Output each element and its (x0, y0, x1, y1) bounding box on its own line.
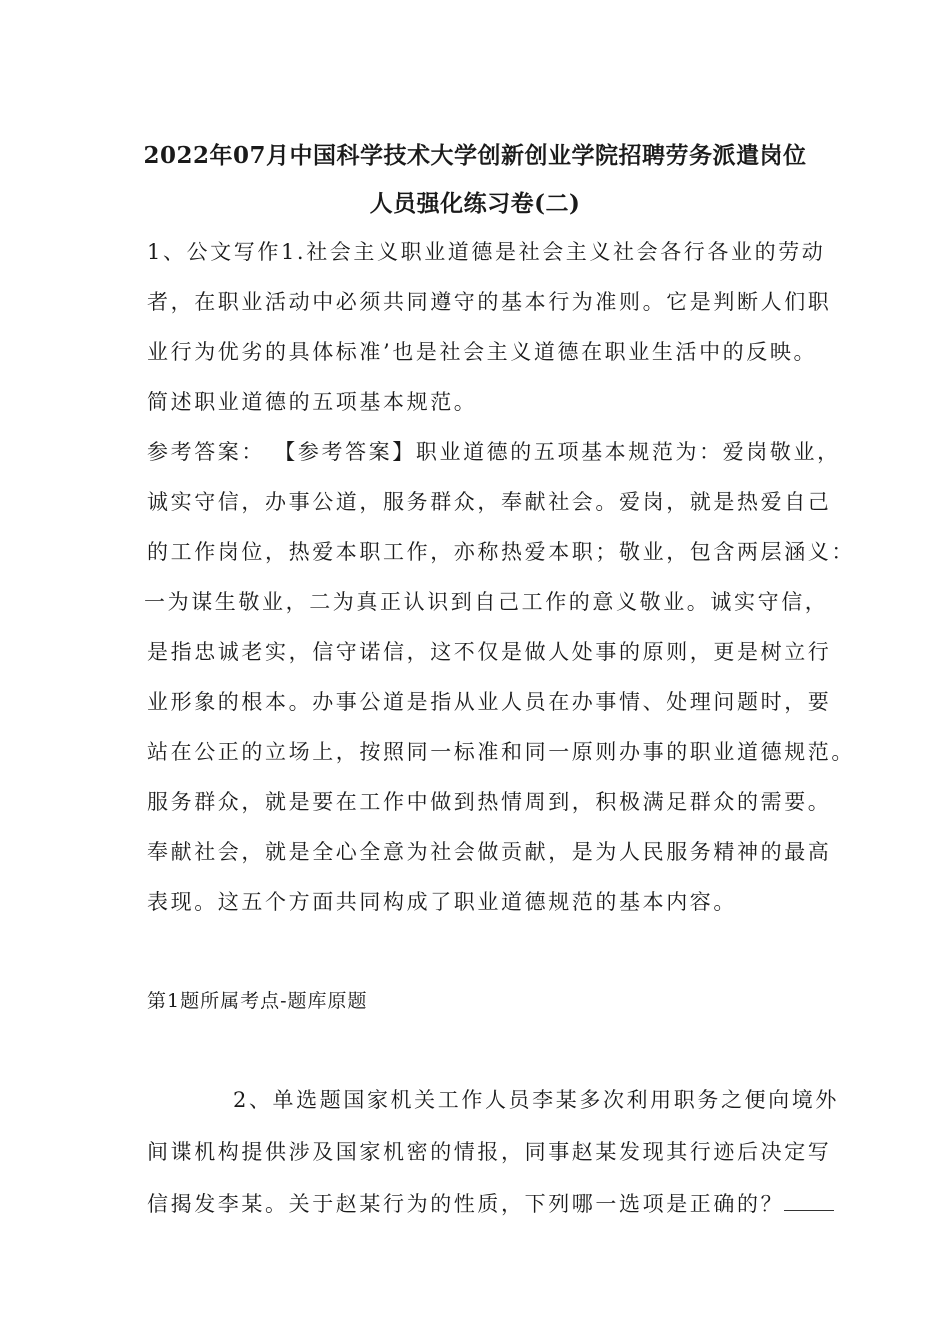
question-1-exam-point: 第1题所属考点-题库原题 (147, 990, 368, 1012)
question-1-line-1: 1、公文写作1.社会主义职业道德是社会主义社会各行各业的劳动 (147, 240, 826, 264)
answer-line-7: 站在公正的立场上，按照同一标准和同一原则办事的职业道德规范。 (147, 740, 855, 764)
answer-line-10: 表现。这五个方面共同构成了职业道德规范的基本内容。 (147, 890, 737, 914)
answer-line-3: 的工作岗位，热爱本职工作，亦称热爱本职；敬业，包含两层涵义： (147, 540, 855, 564)
question-1-line-3: 业行为优劣的具体标准’也是社会主义道德在职业生活中的反映。 (147, 340, 818, 364)
answer-line-5: 是指忠诚老实，信守诺信，这不仅是做人处事的原则，更是树立行 (147, 640, 832, 664)
answer-line-1: 参考答案： 【参考答案】职业道德的五项基本规范为：爱岗敬业， (147, 440, 841, 464)
question-2-line-3: 信揭发李某。关于赵某行为的性质，下列哪一选项是正确的？ (147, 1192, 785, 1216)
answer-blank (784, 1192, 834, 1211)
question-1-line-2: 者，在职业活动中必须共同遵守的基本行为准则。它是判断人们职 (147, 290, 832, 314)
answer-line-4: 一为谋生敬业，二为真正认识到自己工作的意义敬业。诚实守信， (144, 590, 829, 614)
question-1-line-4: 简述职业道德的五项基本规范。 (147, 390, 478, 414)
answer-line-6: 业形象的根本。办事公道是指从业人员在办事情、处理问题时，要 (147, 690, 832, 714)
document-title-line-1: 2022年07月中国科学技术大学创新创业学院招聘劳务派遣岗位 (143, 142, 807, 169)
question-2-line-1: 2、单选题国家机关工作人员李某多次利用职务之便向境外 (233, 1088, 839, 1112)
answer-line-9: 奉献社会，就是全心全意为社会做贡献，是为人民服务精神的最高 (147, 840, 832, 864)
document-title-line-2: 人员强化练习卷(二) (369, 190, 581, 217)
answer-line-8: 服务群众，就是要在工作中做到热情周到，积极满足群众的需要。 (147, 790, 832, 814)
question-2-line-3-row (147, 1188, 834, 1218)
question-2-line-2: 间谍机构提供涉及国家机密的情报，同事赵某发现其行迹后决定写 (147, 1140, 832, 1164)
answer-line-2: 诚实守信，办事公道，服务群众，奉献社会。爱岗，就是热爱自己 (147, 490, 832, 514)
